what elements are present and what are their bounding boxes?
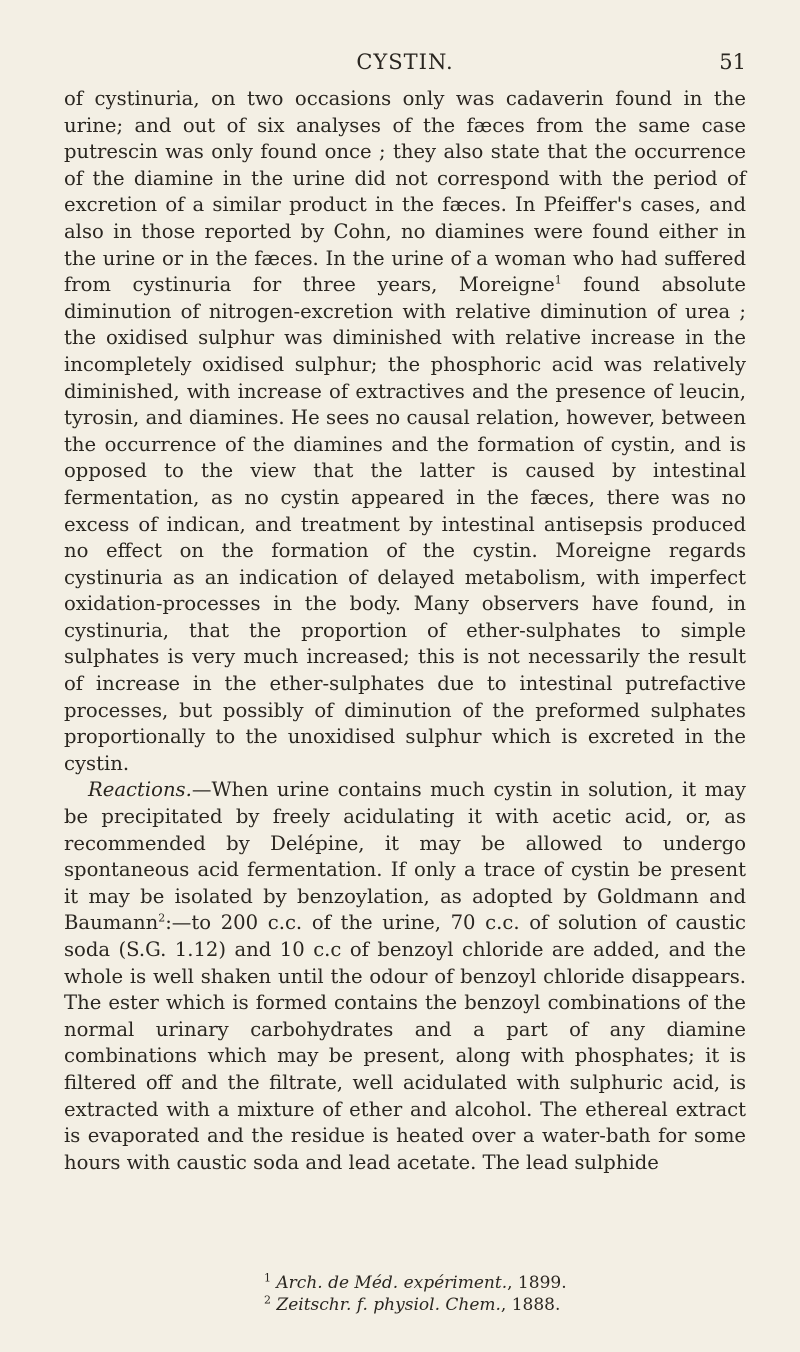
running-header — [64, 50, 746, 80]
footnote-mark: 1 — [264, 1271, 271, 1285]
paragraph-text: :—to 200 c.c. of the urine, 70 c.c. of solution of caustic soda (S.G. 1.12) and 10 c.c of benzoyl chloride are added, and the whole is well shaken until the odour of benzoyl chloride disappears. The ester which is formed contains the benzoyl combinations of the normal urinary carbohydrates and a part of any diamine combinations which may be present, along with phosphates; it is filtered off and the filtrate, well acidulated with sulphuric acid, is extracted with a mixture of ether and alcohol. The ethereal extract is evaporated and the residue is heated over a water-bath for some hours with caustic soda and lead acetate. The lead sulphide — [64, 911, 746, 1174]
footnotes — [64, 1272, 746, 1316]
footnote-reference: 1 — [554, 273, 562, 287]
footnote — [264, 1272, 746, 1294]
footnote-reference: 2 — [158, 911, 166, 925]
paragraph-continued — [64, 86, 746, 777]
footnote — [264, 1294, 746, 1316]
section-heading: Reactions. — [88, 778, 192, 802]
paragraph-text: —When urine contains much cystin in solution, it may be precipitated by freely acidulating it with acetic acid, or, as recommended by Delépine, it may be allowed to undergo spontaneous acid fermentation. If only a trace of cystin be present it may be isolated by benzoylation, as adopted by Goldmann and Baumann — [64, 778, 746, 935]
paragraph-reactions — [64, 777, 746, 1176]
paragraph-text: of cystinuria, on two occasions only was cadaverin found in the urine; and out of six analyses of the fæces from the same case putrescin was only found once ; they also state that the occurrence of the diamine in the urine did not correspond with the period of excretion of a similar product in the fæces. In Pfeiffer's cases, and also in those reported by Cohn, no diamines were found either in the urine or in the fæces. In the urine of a woman who had suffered from cystinuria for three years, Moreigne — [64, 87, 746, 297]
footnote-mark: 2 — [264, 1293, 271, 1307]
footnote-source: Arch. de Méd. expériment. — [276, 1273, 508, 1293]
footnote-source: Zeitschr. f. physiol. Chem. — [276, 1295, 501, 1315]
paragraph-text: found absolute diminution of nitrogen-excretion with relative diminution of urea ; the oxidised sulphur was diminished with relative increase in the incompletely oxidised sulphur; the phosphoric acid was relatively diminished, with increase of extractives and the presence of leucin, tyrosin, and diamines. He sees no causal relation, however, between the occurrence of the diamines and the formation of cystin, and is opposed to the view that the latter is caused by intestinal fermentation, as no cystin appeared in the fæces, there was no excess of indican, and treatment by intestinal antisepsis produced no effect on the formation of the cystin. Moreigne regards cystinuria as an indication of delayed metabolism, with imperfect oxidation-processes in the body. Many observers have found, in cystinuria, that the proportion of ether-sulphates to simple sulphates is very much increased; this is not necessarily the result of increase in the ether-sulphates due to intestinal putrefactive processes, but possibly of diminution of the preformed sulphates proportionally to the unoxidised sulphur which is excreted in the cystin. — [64, 273, 747, 775]
footnote-year: , 1888. — [500, 1295, 561, 1315]
page-number: 51 — [719, 50, 746, 74]
footnote-year: , 1899. — [507, 1273, 567, 1293]
body-text — [64, 86, 746, 1176]
running-title: CYSTIN. — [356, 50, 454, 74]
